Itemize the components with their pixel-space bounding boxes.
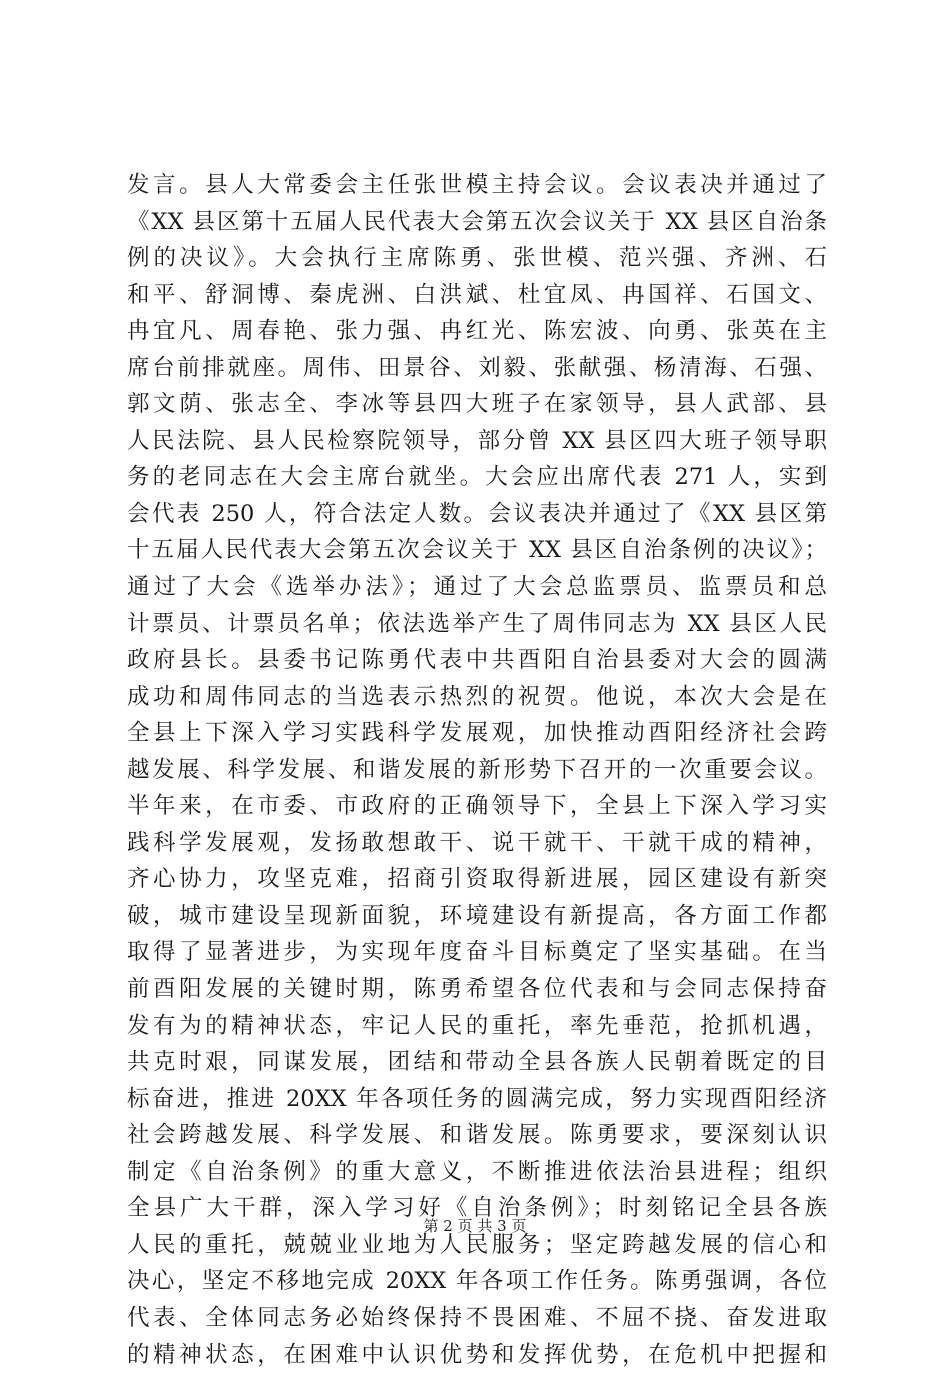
text-line: 和平、舒洞博、秦虎洲、白洪斌、杜宜凤、冉国祥、石国文、	[127, 277, 827, 314]
text-line: 政府县长。县委书记陈勇代表中共酉阳自治县委对大会的圆满	[127, 642, 827, 679]
text-line: 取得了显著进步，为实现年度奋斗目标奠定了坚实基础。在当	[127, 934, 827, 971]
text-line: 会代表 250 人，符合法定人数。会议表决并通过了《XX 县区第	[127, 496, 827, 533]
text-line: 代表、全体同志务必始终保持不畏困难、不屈不挠、奋发进取	[127, 1300, 827, 1337]
text-line: 破，城市建设呈现新面貌，环境建设有新提高，各方面工作都	[127, 898, 827, 935]
text-line: 共克时艰，同谋发展，团结和带动全县各族人民朝着既定的目	[127, 1044, 827, 1081]
text-line: 社会跨越发展、科学发展、和谐发展。陈勇要求，要深刻认识	[127, 1117, 827, 1154]
page-footer: 第 2 页 共 3 页	[0, 1216, 950, 1236]
text-line: 标奋进，推进 20XX 年各项任务的圆满完成，努力实现酉阳经济	[127, 1081, 827, 1118]
text-line: 全县上下深入学习实践科学发展观，加快推动酉阳经济社会跨	[127, 715, 827, 752]
text-line: 越发展、科学发展、和谐发展的新形势下召开的一次重要会议。	[127, 752, 827, 789]
text-line: 半年来，在市委、市政府的正确领导下，全县上下深入学习实	[127, 788, 827, 825]
document-body	[127, 167, 827, 1373]
text-line: 席台前排就座。周伟、田景谷、刘毅、张献强、杨清海、石强、	[127, 350, 827, 387]
text-line: 《XX 县区第十五届人民代表大会第五次会议关于 XX 县区自治条	[127, 204, 827, 241]
text-line: 例的决议》。大会执行主席陈勇、张世模、范兴强、齐洲、石	[127, 240, 827, 277]
text-line: 决心，坚定不移地完成 20XX 年各项工作任务。陈勇强调，各位	[127, 1263, 827, 1300]
text-line: 践科学发展观，发扬敢想敢干、说干就干、干就干成的精神，	[127, 825, 827, 862]
text-line: 人民的重托，兢兢业业地为人民服务；坚定跨越发展的信心和	[127, 1227, 827, 1264]
text-line: 计票员、计票员名单；依法选举产生了周伟同志为 XX 县区人民	[127, 606, 827, 643]
text-line: 通过了大会《选举办法》；通过了大会总监票员、监票员和总	[127, 569, 827, 606]
text-line: 齐心协力，攻坚克难，招商引资取得新进展，园区建设有新突	[127, 861, 827, 898]
text-line: 成功和周伟同志的当选表示热烈的祝贺。他说，本次大会是在	[127, 679, 827, 716]
text-line: 全县广大干群，深入学习好《自治条例》；时刻铭记全县各族	[127, 1190, 827, 1227]
text-line: 发有为的精神状态，牢记人民的重托，率先垂范，抢抓机遇，	[127, 1008, 827, 1045]
text-line: 十五届人民代表大会第五次会议关于 XX 县区自治条例的决议》；	[127, 532, 827, 569]
text-line: 发言。县人大常委会主任张世模主持会议。会议表决并通过了	[127, 167, 827, 204]
text-line: 务的老同志在大会主席台就坐。大会应出席代表 271 人，实到	[127, 459, 827, 496]
text-line: 前酉阳发展的关键时期，陈勇希望各位代表和与会同志保持奋	[127, 971, 827, 1008]
text-line: 冉宜凡、周春艳、张力强、冉红光、陈宏波、向勇、张英在主	[127, 313, 827, 350]
text-line: 郭文荫、张志全、李冰等县四大班子在家领导，县人武部、县	[127, 386, 827, 423]
text-line: 制定《自治条例》的重大意义，不断推进依法治县进程；组织	[127, 1154, 827, 1191]
text-line: 的精神状态，在困难中认识优势和发挥优势，在危机中把握和	[127, 1337, 827, 1373]
text-line: 人民法院、县人民检察院领导，部分曾 XX 县区四大班子领导职	[127, 423, 827, 460]
